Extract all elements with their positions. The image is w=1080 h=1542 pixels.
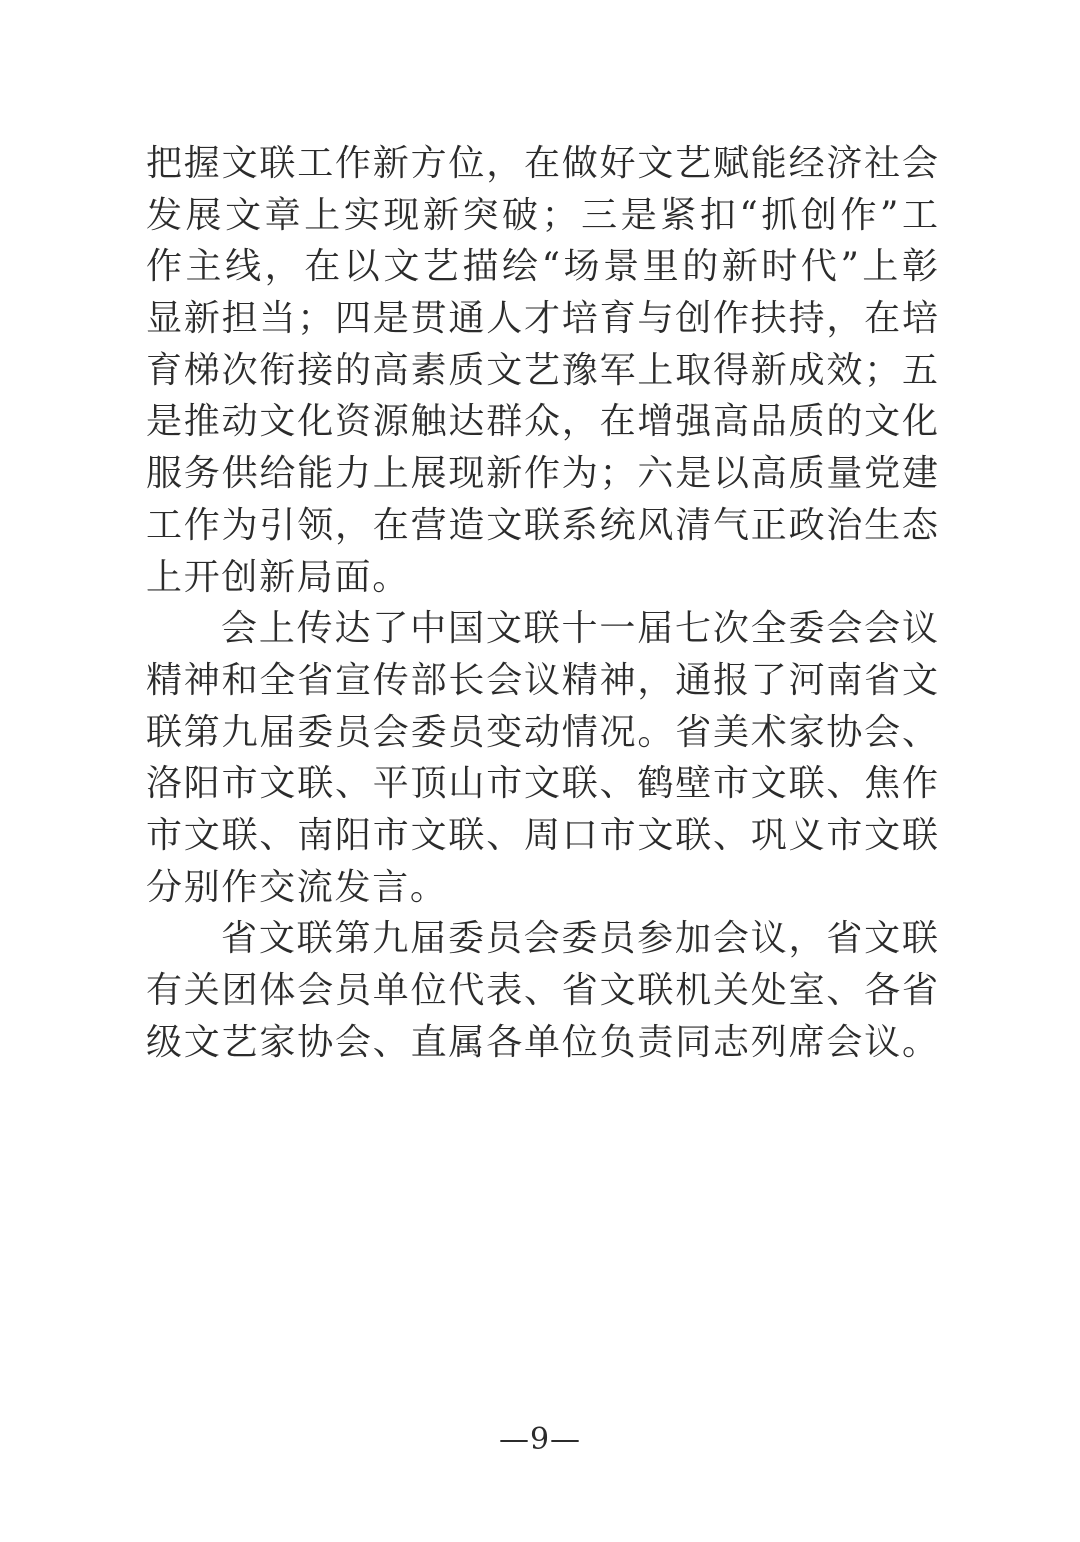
page-number: —9— [498,1422,582,1457]
text-line: 育梯次衔接的高素质文艺豫军上取得新成效；五 [146,349,938,391]
text-line: 联第九届委员会委员变动情况。省美术家协会、 [146,711,938,753]
text-line: 是推动文化资源触达群众，在增强高品质的文化 [146,401,938,443]
text-line: 显新担当；四是贯通人才培育与创作扶持，在培 [146,298,938,340]
text-line: 发展文章上实现新突破；三是紧扣“抓创作”工 [146,194,938,236]
paragraph-3 [146,913,938,1068]
text-line: 把握文联工作新方位，在做好文艺赋能经济社会 [146,143,938,184]
text-line: 分别作交流发言。 [146,866,448,908]
paragraph-2 [146,603,938,913]
text-line: 级文艺家协会、直属各单位负责同志列席会议。 [146,1021,938,1063]
text-line: 上开创新局面。 [146,556,410,598]
text-line: 市文联、南阳市文联、周口市文联、巩义市文联 [146,814,938,856]
text-line: 精神和全省宣传部长会议精神，通报了河南省文 [146,659,938,701]
text-line: 服务供给能力上展现新作为；六是以高质量党建 [146,453,938,495]
text-line: 洛阳市文联、平顶山市文联、鹤壁市文联、焦作 [146,763,938,805]
text-line: 作主线，在以文艺描绘“场景里的新时代”上彰 [146,246,938,288]
text-line: 有关团体会员单位代表、省文联机关处室、各省 [146,970,938,1011]
text-line: 会上传达了中国文联十一届七次全委会会议 [221,608,938,650]
document-body [146,138,938,1068]
text-line: 工作为引领，在营造文联系统风清气正政治生态 [146,504,938,546]
text-line: 省文联第九届委员会委员参加会议，省文联 [221,918,938,960]
paragraph-1 [146,138,938,603]
